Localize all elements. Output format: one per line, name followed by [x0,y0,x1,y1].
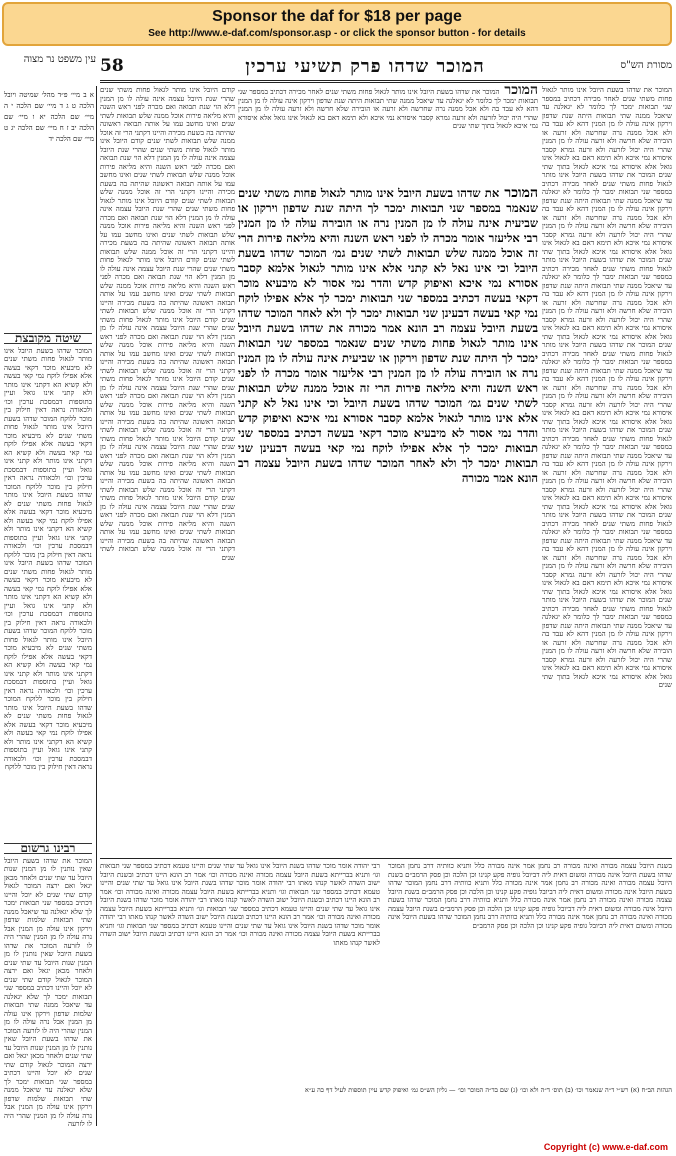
commentary-right-text-4: המוכר את שדהו בשעת היובל אינו מותר לגאול פחות משתי שנים לאחר מכירה דכתיב במספר שני תבואות ימכר לך כלומר לא יגאלנה עד שיאכל ממנה שתי תבואות היתה שנת שדפון וירקון אינה עולה לו מן המנין דהא לא עבד בה ולא אכל ממנה נרה שחרשה ולא זרעה או הובירה שלא חרשה ולא זרעה עולה לו מן המנין שהרי היה יכול לזרעה ולא זרעה גמרא קסבר איסורא נמי איכא ולא תימא דאם בא לגאול אינו גואל אלא איסורא נמי איכא לגאול בתוך שתי שנים [542,341,672,434]
main-top-text: המוכר את שדהו בשעת היובל אינו מותר לגאול פחות משתי שנים לאחר מכירה דכתיב במספר שני תבואות ימכר לך כלומר לא יגאלנה עד שיאכל ממנה שתי תבואות היתה שנת שדפון וירקון אינה עולה לו מן המנין דהא לא עבד בה ולא אכל ממנה נרה שחרשה ולא זרעה או הובירה שלא חרשה ולא זרעה עולה לו מן המנין שהרי היה יכול לזרעה ולא זרעה גמרא קסבר איסורא נמי איכא ולא תימא דאם בא לגאול אינו גואל אלא איסורא נמי איכא לגאול בתוך שתי שנים [238,88,538,130]
rabbenu-gershom-title: רבינו גרשום [4,843,92,854]
shita-mekubetzet [4,330,92,830]
bottom-left-text: רבי יהודה אומר מוכר שדהו בשנת היובל אינו גואל עד שתי שנים והיינו טעמא דכתיב במספר שני תבואות וגו׳ ותניא בברייתא בשעת היובל עצמה מכורה ואינה מכורה וכו׳ אמר רב הונא היינו דכתיב ובשנת היובל ישוב השדה לאשר קנהו מאתו [100,862,380,887]
shita-text-cont: המוכר שדהו בשעת היובל אינו מותר לגאול פחות משתי שנים לא מיבעיא מוכר דקאי בעשה אלא אפילו לוקח נמי קאי בעשה ולא קשיא הא דקתני אינו מותר ולא קתני אינו גואל ועיין בתוספות דבמסכת ערכין וכו׳ ולכאורה נראה דאין חילוק בין מוכר ללוקח [4,414,92,491]
ein-mishpat-text: א ב מיי׳ פ״ד מהל׳ שמיטה ויובל הלכה ט ג ד מיי׳ שם הלכה י ה מיי׳ שם הלכה יא ו מיי׳ שם הלכה יב ז ח מיי׳ שם הלכה יג ט מיי׳ שם הלכה יד [4,91,94,143]
footnotes [100,1086,672,1130]
shita-text-cont2: המוכר שדהו בשעת היובל אינו מותר לגאול פחות משתי שנים לא מיבעיא מוכר דקאי בעשה אלא אפילו לוקח נמי קאי בעשה ולא קשיא הא דקתני אינו מותר ולא קתני אינו גואל ועיין בתוספות דבמסכת ערכין וכו׳ ולכאורה נראה דאין חילוק בין מוכר ללוקח [4,482,92,559]
commentary-left-column [100,86,235,856]
talmud-page [0,50,676,1140]
gemara-text [238,186,538,486]
main-top-commentary [238,86,538,186]
ein-mishpat-header: עין משפט נר מצוה [23,54,96,65]
commentary-right-text-5: המוכר את שדהו בשעת היובל אינו מותר לגאול פחות משתי שנים לאחר מכירה דכתיב במספר שני תבואות ימכר לך כלומר לא יגאלנה עד שיאכל ממנה שתי תבואות היתה שנת שדפון וירקון אינה עולה לו מן המנין דהא לא עבד בה ולא אכל ממנה נרה שחרשה ולא זרעה או הובירה שלא חרשה ולא זרעה עולה לו מן המנין שהרי היה יכול לזרעה ולא זרעה גמרא קסבר איסורא נמי איכא ולא תימא דאם בא לגאול אינו גואל אלא איסורא נמי איכא לגאול בתוך שתי שנים [542,426,672,519]
bottom-left-commentary [100,862,380,1082]
shita-title: שיטה מקובצת [4,333,92,344]
ein-mishpat-notes [4,90,94,320]
commentary-left-text-7: קודם היובל אינו מותר לגאול פחות משתי שנים שהרי שנת היובל עצמה אינה עולה לו מן המנין דלא הוי שנת תבואה ואם מכרה לפני ראש השנה והיא מליאה פירות אוכל ממנה שלש תבואות לשתי שנים ואינו מחשב עמו על אותה תבואה ראשונה שהיתה בה בשעת מכירה והיינו דקתני הרי זה אוכל ממנה שלש תבואות לשתי שנים [100,434,235,502]
commentary-right-text-2: המוכר את שדהו בשעת היובל אינו מותר לגאול פחות משתי שנים לאחר מכירה דכתיב במספר שני תבואות ימכר לך כלומר לא יגאלנה עד שיאכל ממנה שתי תבואות היתה שנת שדפון וירקון אינה עולה לו מן המנין דהא לא עבד בה ולא אכל ממנה נרה שחרשה ולא זרעה או הובירה שלא חרשה ולא זרעה עולה לו מן המנין שהרי היה יכול לזרעה ולא זרעה גמרא קסבר איסורא נמי איכא ולא תימא דאם בא לגאול אינו גואל אלא איסורא נמי איכא לגאול בתוך שתי שנים [542,171,672,264]
gemara-text-body: את שדהו בשעת היובל אינו מותר לגאול פחות משתי שנים שנאמר במספר שני תבואות ימכר לך היתה שנת שדפון וירקון או שביעית אינה עולה לו מן המנין נרה או הובירה עולה לו מן המנין רבי אליעזר אומר מכרה לו לפני ראש השנה והיא מליאה פירות הרי זה אוכל ממנה שלש תבואות לשתי שנים גמ׳ המוכר שדהו בשעת היובל וכי אינו נאל לא קתני אלא אינו מותר לגאול אלמא קסבר אסורא נמי איכא ואיפוק קדש והדר נמי אסור לא מיבעיא מוכר דקאי בעשה דכתיב במספר שני תבואות ימכר לך אלא אפילו לוקח נמי קאי בעשה דבעינן שני תבואות ימכר לך ולא לאחר המוכר שדהו בשעת היובל עצמה רב הונא אמר מכורה [238,186,538,335]
shita-text-cont4: המוכר שדהו בשעת היובל אינו מותר לגאול פחות משתי שנים לא מיבעיא מוכר דקאי בעשה אלא אפילו לוקח נמי קאי בעשה ולא קשיא הא דקתני אינו מותר ולא קתני אינו גואל ועיין בתוספות דבמסכת ערכין וכו׳ ולכאורה נראה דאין חילוק בין מוכר ללוקח [4,627,92,703]
tractate-header: מסורת הש"ס [620,60,672,71]
bottom-left-text-2: רבי יהודה אומר מוכר שדהו בשנת היובל אינו גואל עד שתי שנים והיינו טעמא דכתיב במספר שני תבואות וגו׳ ותניא בברייתא בשעת היובל עצמה מכורה ואינה מכורה וכו׳ אמר רב הונא היינו דכתיב ובשנת היובל ישוב השדה לאשר קנהו מאתו [100,879,380,904]
main-text-block [238,86,538,856]
bottom-rule [100,858,672,859]
shita-text-cont5: המוכר שדהו בשעת היובל אינו מותר לגאול פחות משתי שנים לא מיבעיא מוכר דקאי בעשה אלא אפילו לוקח נמי קאי בעשה ולא קשיא הא דקתני אינו מותר ולא קתני אינו גואל ועיין בתוספות דבמסכת ערכין וכו׳ ולכאורה נראה דאין חילוק בין מוכר ללוקח [4,695,92,771]
page-header [100,56,630,83]
commentary-left-text-4: קודם היובל אינו מותר לגאול פחות משתי שנים שהרי שנת היובל עצמה אינה עולה לו מן המנין דלא הוי שנת תבואה ואם מכרה לפני ראש השנה והיא מליאה פירות אוכל ממנה שלש תבואות לשתי שנים ואינו מחשב עמו על אותה תבואה ראשונה שהיתה בה בשעת מכירה והיינו דקתני הרי זה אוכל ממנה שלש תבואות לשתי שנים [100,256,235,324]
commentary-left-text-8: קודם היובל אינו מותר לגאול פחות משתי שנים שהרי שנת היובל עצמה אינה עולה לו מן המנין דלא הוי שנת תבואה ואם מכרה לפני ראש השנה והיא מליאה פירות אוכל ממנה שלש תבואות לשתי שנים ואינו מחשב עמו על אותה תבואה ראשונה שהיתה בה בשעת מכירה והיינו דקתני הרי זה אוכל ממנה שלש תבואות לשתי שנים [100,494,235,562]
commentary-right-text-7: המוכר את שדהו בשעת היובל אינו מותר לגאול פחות משתי שנים לאחר מכירה דכתיב במספר שני תבואות ימכר לך כלומר לא יגאלנה עד שיאכל ממנה שתי תבואות היתה שנת שדפון וירקון אינה עולה לו מן המנין דהא לא עבד בה ולא אכל ממנה נרה שחרשה ולא זרעה או הובירה שלא חרשה ולא זרעה עולה לו מן המנין שהרי היה יכול לזרעה ולא זרעה גמרא קסבר איסורא נמי איכא ולא תימא דאם בא לגאול אינו גואל אלא איסורא נמי איכא לגאול בתוך שתי שנים [542,596,672,689]
commentary-left-text-5: קודם היובל אינו מותר לגאול פחות משתי שנים שהרי שנת היובל עצמה אינה עולה לו מן המנין דלא הוי שנת תבואה ואם מכרה לפני ראש השנה והיא מליאה פירות אוכל ממנה שלש תבואות לשתי שנים ואינו מחשב עמו על אותה תבואה ראשונה שהיתה בה בשעת מכירה והיינו דקתני הרי זה אוכל ממנה שלש תבואות לשתי שנים [100,315,235,383]
page-number: 58 [100,56,124,76]
copyright-notice: Copyright (c) www.e-daf.com [543,1142,668,1152]
bottom-right-text-3: בשנת היובל עצמה מכורה ואינה מכורה רב נחמן אמר אינה מכורה כלל ותניא כוותיה דרב נחמן המוכר שדהו בשעת היובל אינה מכורה ומשום דאית ליה דביובל גופיה פקע קנינו וכן הלכה וכן פסק הרמב״ם [388,887,672,913]
rabbenu-gershom-text-2: המוכר את שדהו בשעת היובל שאין נותנין לו מן המנין שנות היובל עד שתי שנים ולאחר מכאן יגאל ואם ירצה המוכר לגאול קודם שתי שנים לא יוכל והיינו דכתיב במספר שני תבואות ימכר לך שלא יגאלנה עד שיאכל ממנה שתי תבואות שלמות שדפון וירקון אינו עולה מן המנין אבל נרה עולה לו מן המנין שהרי היה לו לזרעה [4,941,92,1035]
bottom-right-commentary [388,862,672,1082]
page-title: המוכר שדהו פרק תשיעי ערכין [245,56,485,77]
rashi-heading: המוכר [499,86,538,98]
bottom-right-text: בשנת היובל עצמה מכורה ואינה מכורה רב נחמן אמר אינה מכורה כלל ותניא כוותיה דרב נחמן המוכר שדהו בשעת היובל אינה מכורה ומשום דאית ליה דביובל גופיה פקע קנינו וכן הלכה וכן פסק הרמב״ם [388,862,672,879]
left-margin-rule [96,86,97,1126]
sponsor-subtitle: See http://www.e-daf.com/sponsor.asp - or click the sponsor button - for details [148,28,526,39]
mishna-heading: המוכר [499,185,538,201]
sponsor-title: Sponsor the daf for $18 per page [212,8,462,25]
bottom-right-text-4: בשנת היובל עצמה מכורה ואינה מכורה רב נחמן אמר אינה מכורה כלל ותניא כוותיה דרב נחמן המוכר שדהו בשעת היובל אינה מכורה ומשום דאית ליה דביובל גופיה פקע קנינו וכן הלכה וכן פסק הרמב״ם [388,904,672,930]
commentary-right-text-6: המוכר את שדהו בשעת היובל אינו מותר לגאול פחות משתי שנים לאחר מכירה דכתיב במספר שני תבואות ימכר לך כלומר לא יגאלנה עד שיאכל ממנה שתי תבואות היתה שנת שדפון וירקון אינה עולה לו מן המנין דהא לא עבד בה ולא אכל ממנה נרה שחרשה ולא זרעה או הובירה שלא חרשה ולא זרעה עולה לו מן המנין שהרי היה יכול לזרעה ולא זרעה גמרא קסבר איסורא נמי איכא ולא תימא דאם בא לגאול אינו גואל אלא איסורא נמי איכא לגאול בתוך שתי שנים [542,511,672,604]
sponsor-banner[interactable] [2,2,672,46]
commentary-right-text-3: המוכר את שדהו בשעת היובל אינו מותר לגאול פחות משתי שנים לאחר מכירה דכתיב במספר שני תבואות ימכר לך כלומר לא יגאלנה עד שיאכל ממנה שתי תבואות היתה שנת שדפון וירקון אינה עולה לו מן המנין דהא לא עבד בה ולא אכל ממנה נרה שחרשה ולא זרעה או הובירה שלא חרשה ולא זרעה עולה לו מן המנין שהרי היה יכול לזרעה ולא זרעה גמרא קסבר איסורא נמי איכא ולא תימא דאם בא לגאול אינו גואל אלא איסורא נמי איכא לגאול בתוך שתי שנים [542,256,672,349]
bottom-left-text-4: רבי יהודה אומר מוכר שדהו בשנת היובל אינו גואל עד שתי שנים והיינו טעמא דכתיב במספר שני תבואות וגו׳ ותניא בברייתא בשעת היובל עצמה מכורה ואינה מכורה וכו׳ אמר רב הונא היינו דכתיב ובשנת היובל ישוב השדה לאשר קנהו מאתו [100,913,380,947]
commentary-left-text: קודם היובל אינו מותר לגאול פחות משתי שנים שהרי שנת היובל עצמה אינה עולה לו מן המנין דלא הוי שנת תבואה ואם מכרה לפני ראש השנה והיא מליאה פירות אוכל ממנה שלש תבואות לשתי שנים ואינו מחשב עמו על אותה תבואה ראשונה שהיתה בה בשעת מכירה והיינו דקתני הרי זה אוכל ממנה שלש תבואות לשתי שנים [100,86,235,145]
footnotes-text: הגהות הב״ח (א) רש״י ד״ה שנאמר וכו׳ (ב) תוס׳ ד״ה ולא וכו׳ (ג) שם בד״ה המוכר וכו׳ — גליון הש״ס גמ׳ ואיפוק קדש עיין תוספות לעיל דף כה ע״א [305,1086,672,1094]
rabbenu-gershom [4,840,92,1130]
commentary-left-text-2: קודם היובל אינו מותר לגאול פחות משתי שנים שהרי שנת היובל עצמה אינה עולה לו מן המנין דלא הוי שנת תבואה ואם מכרה לפני ראש השנה והיא מליאה פירות אוכל ממנה שלש תבואות לשתי שנים ואינו מחשב עמו על אותה תבואה ראשונה שהיתה בה בשעת מכירה והיינו דקתני הרי זה אוכל ממנה שלש תבואות לשתי שנים [100,137,235,205]
commentary-right-column [542,86,672,856]
commentary-left-text-6: קודם היובל אינו מותר לגאול פחות משתי שנים שהרי שנת היובל עצמה אינה עולה לו מן המנין דלא הוי שנת תבואה ואם מכרה לפני ראש השנה והיא מליאה פירות אוכל ממנה שלש תבואות לשתי שנים ואינו מחשב עמו על אותה תבואה ראשונה שהיתה בה בשעת מכירה והיינו דקתני הרי זה אוכל ממנה שלש תבואות לשתי שנים [100,375,235,443]
rabbenu-gershom-text-3: המוכר את שדהו בשעת היובל שאין נותנין לו מן המנין שנות היובל עד שתי שנים ולאחר מכאן יגאל ואם ירצה המוכר לגאול קודם שתי שנים לא יוכל והיינו דכתיב במספר שני תבואות ימכר לך שלא יגאלנה עד שיאכל ממנה שתי תבואות שלמות שדפון וירקון אינו עולה מן המנין אבל נרה עולה לו מן המנין שהרי היה לו לזרעה [4,1026,92,1128]
commentary-left-text-3: קודם היובל אינו מותר לגאול פחות משתי שנים שהרי שנת היובל עצמה אינה עולה לו מן המנין דלא הוי שנת תבואה ואם מכרה לפני ראש השנה והיא מליאה פירות אוכל ממנה שלש תבואות לשתי שנים ואינו מחשב עמו על אותה תבואה ראשונה שהיתה בה בשעת מכירה והיינו דקתני הרי זה אוכל ממנה שלש תבואות לשתי שנים [100,196,235,264]
rabbenu-gershom-text: המוכר את שדהו בשעת היובל שאין נותנין לו מן המנין שנות היובל עד שתי שנים ולאחר מכאן יגאל ואם ירצה המוכר לגאול קודם שתי שנים לא יוכל והיינו דכתיב במספר שני תבואות ימכר לך שלא יגאלנה עד שיאכל ממנה שתי תבואות שלמות שדפון וירקון אינו עולה מן המנין אבל נרה עולה לו מן המנין שהרי היה לו לזרעה [4,856,92,950]
shita-text: המוכר שדהו בשעת היובל אינו מותר לגאול פחות משתי שנים לא מיבעיא מוכר דקאי בעשה אלא אפילו לוקח נמי קאי בעשה ולא קשיא הא דקתני אינו מותר ולא קתני אינו גואל ועיין בתוספות דבמסכת ערכין וכו׳ ולכאורה נראה דאין חילוק בין מוכר ללוקח [4,346,92,423]
shita-text-cont3: המוכר שדהו בשעת היובל אינו מותר לגאול פחות משתי שנים לא מיבעיא מוכר דקאי בעשה אלא אפילו לוקח נמי קאי בעשה ולא קשיא הא דקתני אינו מותר ולא קתני אינו גואל ועיין בתוספות דבמסכת ערכין וכו׳ ולכאורה נראה דאין חילוק בין מוכר ללוקח [4,559,92,635]
bottom-right-text-2: בשנת היובל עצמה מכורה ואינה מכורה רב נחמן אמר אינה מכורה כלל ותניא כוותיה דרב נחמן המוכר שדהו בשעת היובל אינה מכורה ומשום דאית ליה דביובל גופיה פקע קנינו וכן הלכה וכן פסק הרמב״ם [388,870,672,896]
commentary-right-text: המוכר את שדהו בשעת היובל אינו מותר לגאול פחות משתי שנים לאחר מכירה דכתיב במספר שני תבואות ימכר לך כלומר לא יגאלנה עד שיאכל ממנה שתי תבואות היתה שנת שדפון וירקון אינה עולה לו מן המנין דהא לא עבד בה ולא אכל ממנה נרה שחרשה ולא זרעה או הובירה שלא חרשה ולא זרעה עולה לו מן המנין שהרי היה יכול לזרעה ולא זרעה גמרא קסבר איסורא נמי איכא ולא תימא דאם בא לגאול אינו גואל אלא איסורא נמי איכא לגאול בתוך שתי שנים [542,86,672,179]
gemara-text-body-2: את שדהו בשעת היובל אינו מותר לגאול פחות משתי שנים שנאמר במספר שני תבואות ימכר לך היתה שנת שדפון וירקון או שביעית אינה עולה לו מן המנין נרה או הובירה עולה לו מן המנין רבי אליעזר אומר מכרה לו לפני ראש השנה והיא מליאה פירות הרי זה אוכל ממנה שלש תבואות לשתי שנים גמ׳ המוכר שדהו בשעת היובל וכי אינו נאל לא קתני אלא אינו מותר לגאול אלמא קסבר אסורא נמי איכא ואיפוק קדש והדר נמי אסור לא מיבעיא מוכר דקאי בעשה דכתיב במספר שני תבואות ימכר לך אלא אפילו לוקח נמי קאי בעשה דבעינן שני תבואות ימכר לך ולא לאחר המוכר שדהו בשעת היובל עצמה רב הונא אמר מכורה [238,321,538,485]
bottom-left-text-3: רבי יהודה אומר מוכר שדהו בשנת היובל אינו גואל עד שתי שנים והיינו טעמא דכתיב במספר שני תבואות וגו׳ ותניא בברייתא בשעת היובל עצמה מכורה ואינה מכורה וכו׳ אמר רב הונא היינו דכתיב ובשנת היובל ישוב השדה לאשר קנהו מאתו [100,896,380,921]
